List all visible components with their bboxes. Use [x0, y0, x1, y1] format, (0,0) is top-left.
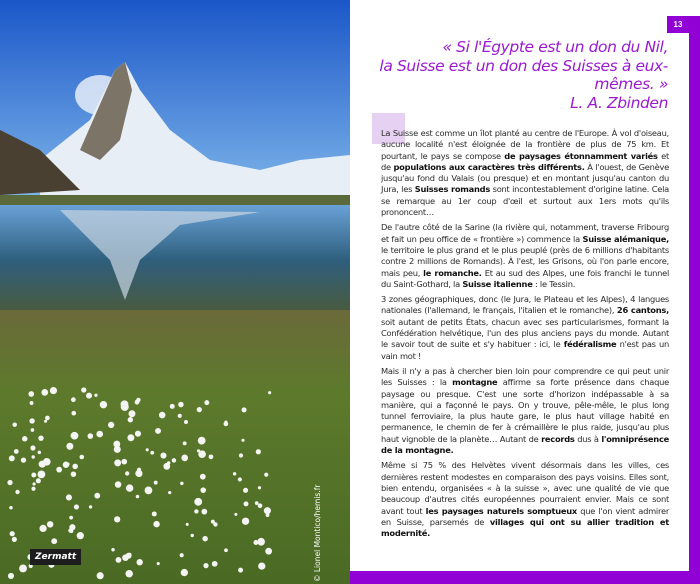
- text: affirme sa forte présence dans chaque paysage ou presque. C'est une sorte d'horizon indépassable à sa manière, qui a façonné le pays. On y trouve, pêle-mêle, le plus long tunnel ferroviaire, la plus haute gare, le plus haut village habité en permanence, le chemin de fer à crémaillère le plus raide, jusqu'au plus haut vignoble de la planète… Autant de: [381, 377, 669, 444]
- flower-mark: [108, 422, 114, 428]
- flower-mark: [94, 394, 97, 397]
- flower-mark: [153, 521, 159, 527]
- paragraph: [381, 222, 669, 290]
- flower-mark: [8, 573, 14, 579]
- flower-mark: [81, 387, 86, 392]
- flower-mark: [197, 449, 200, 452]
- text: dus à: [574, 433, 602, 444]
- flower-mark: [89, 505, 92, 508]
- flower-mark: [39, 525, 46, 532]
- flower-mark: [43, 458, 51, 466]
- flower-mark: [31, 428, 35, 432]
- flower-mark: [197, 407, 202, 412]
- flower-mark: [30, 445, 35, 450]
- flower-mark: [100, 401, 107, 408]
- flower-mark: [241, 439, 244, 442]
- flower-mark: [137, 559, 143, 565]
- flower-mark: [19, 565, 27, 573]
- bold-text: villages qui ont su allier tradition et modernité.: [381, 516, 669, 539]
- flower-mark: [242, 518, 249, 525]
- flower-mark: [157, 562, 160, 565]
- flower-mark: [38, 451, 42, 455]
- flower-mark: [30, 401, 34, 405]
- flower-mark: [7, 480, 12, 485]
- bold-text: montagne: [452, 377, 498, 388]
- flower-mark: [45, 416, 50, 421]
- flower-mark: [168, 491, 171, 494]
- flower-mark: [223, 422, 228, 427]
- flower-mark: [242, 407, 247, 412]
- flower-mark: [257, 538, 265, 546]
- flower-mark: [238, 568, 243, 573]
- flower-mark: [32, 455, 35, 458]
- flower-mark: [86, 393, 92, 399]
- flower-mark: [200, 487, 206, 493]
- flower-mark: [127, 434, 134, 441]
- flower-mark: [71, 471, 77, 477]
- flower-mark: [136, 471, 142, 477]
- bold-text: Suisse italienne: [462, 278, 533, 289]
- body-text: [381, 128, 669, 543]
- flower-mark: [12, 422, 16, 426]
- flower-mark: [239, 453, 243, 457]
- flower-mark: [244, 501, 249, 506]
- flower-mark: [238, 477, 242, 481]
- flower-mark: [212, 561, 218, 567]
- bold-text: populations aux caractères très différents.: [393, 161, 585, 172]
- flower-mark: [170, 404, 175, 409]
- flower-mark: [154, 481, 158, 485]
- flower-mark: [29, 418, 34, 423]
- flower-mark: [203, 563, 208, 568]
- flower-mark: [38, 435, 43, 440]
- flower-mark: [71, 411, 76, 416]
- flower-mark: [50, 387, 57, 394]
- flower-mark: [204, 400, 209, 405]
- flower-mark: [56, 467, 62, 473]
- flower-mark: [198, 437, 206, 445]
- flower-mark: [121, 400, 129, 408]
- flower-mark: [150, 451, 154, 455]
- flower-mark: [31, 473, 36, 478]
- flower-mark: [137, 468, 141, 472]
- flower-mark: [145, 486, 153, 494]
- flower-mark: [268, 391, 271, 394]
- flower-mark: [194, 498, 202, 506]
- flower-mark: [12, 537, 17, 542]
- flower-mark: [125, 471, 129, 475]
- photo-caption: Zermatt: [30, 549, 81, 565]
- flower-mark: [209, 454, 214, 459]
- flower-mark: [116, 557, 122, 563]
- flower-mark: [66, 494, 72, 500]
- flower-mark: [31, 487, 35, 491]
- flower-mark: [9, 455, 15, 461]
- quote-line-2: la Suisse est un don des Suisses à eux-mêmes. »: [379, 56, 668, 93]
- flower-mark: [191, 534, 194, 537]
- text: Même si 75 % des Helvètes vivent désormais dans les villes, ces dernières restent modestes en comparaison des pays voisins. Elles sont, bien entendu, organisées « à la suisse », avec une qualité de vie que beaucoup d'autres cités européennes pourraient envier. Mais ce sont avant tout: [381, 460, 669, 516]
- flower-mark: [258, 562, 265, 569]
- flower-mark: [77, 532, 84, 539]
- flower-mark: [146, 448, 149, 451]
- text: que l'on vient admirer en Suisse, parsemés de: [381, 505, 669, 527]
- flower-mark: [178, 414, 182, 418]
- text: le territoire le plus grand et le plus peuplé (près de 6 millions d'habitants contre 2 millions de Romands). À l'est, les Grisons, où l'on parle encore, mais peu,: [381, 244, 669, 278]
- flower-mark: [265, 548, 272, 555]
- flower-mark: [128, 410, 135, 417]
- text: De l'autre côté de la Sarine (la rivière qui, notamment, traverse Fribourg et fait un peu office de « frontière ») commence la: [381, 222, 669, 244]
- flower-mark: [264, 507, 271, 514]
- photo-credit: © Lionel Montico/hemis.fr: [313, 484, 322, 582]
- flower-mark: [67, 445, 72, 450]
- flower-mark: [135, 400, 140, 405]
- flower-mark: [200, 474, 206, 480]
- flower-mark: [36, 478, 41, 483]
- flower-mark: [71, 432, 79, 440]
- flower-mark: [266, 513, 270, 517]
- paragraph: [381, 366, 669, 456]
- bold-text: fédéralisme: [563, 339, 617, 350]
- flower-mark: [167, 461, 170, 464]
- bold-text: les paysages naturels somptueux: [425, 505, 578, 516]
- flower-mark: [172, 458, 176, 462]
- flower-mark: [255, 501, 259, 505]
- bold-text: de paysages étonnamment variés: [504, 150, 658, 161]
- flower-mark: [234, 513, 237, 516]
- flower-mark: [264, 473, 268, 477]
- flower-mark: [233, 472, 236, 475]
- bold-text: Suisses romands: [414, 184, 491, 195]
- flower-mark: [180, 553, 184, 557]
- flower-mark: [79, 455, 84, 460]
- paragraph: [381, 460, 669, 539]
- flower-mark: [88, 433, 94, 439]
- flower-mark: [66, 463, 69, 466]
- paragraph: [381, 128, 669, 218]
- flower-mark: [97, 572, 104, 579]
- flower-mark: [178, 402, 183, 407]
- flower-mark: [51, 538, 57, 544]
- flower-mark: [122, 554, 129, 561]
- flower-mark: [41, 389, 48, 396]
- bold-text: 26 cantons,: [616, 305, 669, 316]
- flower-mark: [44, 420, 47, 423]
- flower-mark: [47, 521, 53, 527]
- flower-mark: [155, 428, 161, 434]
- flower-mark: [194, 509, 198, 513]
- flower-mark: [71, 397, 76, 402]
- flower-mark: [186, 523, 189, 526]
- flower-mark: [69, 516, 73, 520]
- flower-mark: [22, 436, 27, 441]
- bold-text: records: [541, 433, 575, 444]
- flower-mark: [160, 452, 166, 458]
- text: 3 zones géographiques, donc (le Jura, le Plateau et les Alpes), 4 langues nationales (l'allemand, le français, l'italien et le romanche),: [381, 294, 669, 316]
- flower-mark: [128, 553, 132, 557]
- accent-bottom-bar: [350, 571, 700, 584]
- flower-mark: [183, 441, 187, 445]
- flower-mark: [135, 431, 141, 437]
- flower-mark: [152, 511, 157, 516]
- paragraph: [381, 294, 669, 362]
- accent-side-bar: [689, 16, 700, 584]
- flower-mark: [224, 548, 228, 552]
- flower-mark: [180, 482, 183, 485]
- flower-mark: [72, 464, 78, 470]
- flower-mark: [258, 503, 263, 508]
- text: La Suisse est comme un îlot planté au centre de l'Europe. À vol d'oiseau, aucune localité n'est éloignée de la frontière de plus de 75 km. Et pourtant, le pays se compose: [381, 128, 669, 161]
- text: soit autant de petits États, chacun avec ses particularismes, formant la Confédération helvétique, l'un des plus anciens pays du monde. Autant le savoir tout de suite et s'y habituer : ici, le: [381, 316, 669, 350]
- flower-mark: [74, 504, 79, 509]
- epigraph-quote: [350, 38, 668, 112]
- flower-mark: [114, 459, 121, 466]
- text: n'est pas un vain mot !: [381, 339, 669, 361]
- text: Mais il n'y a pas à chercher bien loin pour comprendre ce qui peut unir les Suisses : la: [381, 365, 669, 388]
- flower-mark: [115, 481, 122, 488]
- flower-mark: [181, 569, 188, 576]
- flower-mark: [38, 471, 46, 479]
- flower-mark: [94, 493, 100, 499]
- flower-mark: [69, 524, 75, 530]
- flower-mark: [202, 536, 208, 542]
- flower-mark: [96, 431, 103, 438]
- text: Et au sud des Alpes, une fois franchi le tunnel du Saint-Gothard, la: [381, 267, 670, 289]
- bold-text: Suisse alémanique,: [582, 233, 669, 244]
- flower-mark: [28, 391, 34, 397]
- text: sont incontestablement d'origine latine. Cela se remarque au 1er coup d'œil et surtout aux 1ers mots qu'ils prononcent…: [381, 184, 669, 218]
- flower-mark: [10, 531, 15, 536]
- page-number: 13: [667, 16, 689, 33]
- flower-mark: [114, 446, 121, 453]
- bold-text: l'omniprésence de la montagne.: [381, 433, 669, 456]
- flower-mark: [126, 484, 133, 491]
- flower-mark: [114, 516, 120, 522]
- flower-mark: [125, 570, 132, 577]
- flower-mark: [201, 509, 207, 515]
- flower-mark: [33, 482, 36, 485]
- flower-mark: [136, 495, 140, 499]
- flower-mark: [128, 417, 133, 422]
- text: et de: [381, 150, 669, 172]
- flower-mark: [256, 449, 261, 454]
- quote-line-1: « Si l'Égypte est un don du Nil,: [442, 38, 668, 56]
- flower-mark: [9, 506, 12, 509]
- flower-mark: [21, 457, 26, 462]
- bold-text: le romanche.: [423, 267, 482, 278]
- text: : le Tessin.: [532, 278, 576, 289]
- text: À l'ouest, de Genève jusqu'au fond du Valais (ou presque) et en montant jusqu'au canton du Jura, les: [381, 161, 669, 195]
- flower-mark: [243, 488, 248, 493]
- flower-mark: [258, 486, 261, 489]
- text-page: [350, 0, 700, 584]
- quote-author: L. A. Zbinden: [570, 93, 668, 112]
- flower-mark: [211, 520, 215, 524]
- flower-mark: [111, 548, 114, 551]
- flower-mark: [181, 455, 188, 462]
- flower-mark: [121, 459, 127, 465]
- flower-mark: [159, 412, 166, 419]
- flower-mark: [184, 420, 188, 424]
- flower-mark: [15, 490, 19, 494]
- flower-mark: [14, 449, 19, 454]
